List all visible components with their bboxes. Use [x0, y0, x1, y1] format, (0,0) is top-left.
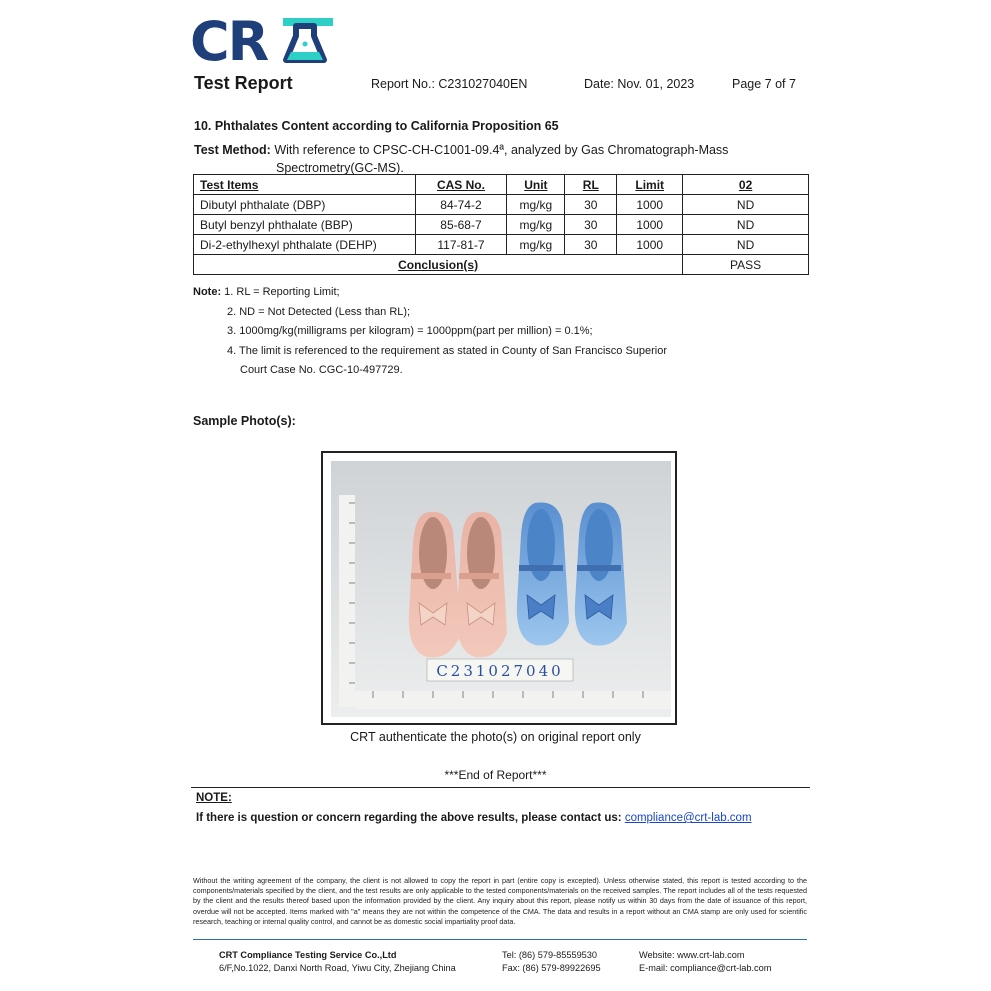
cell-unit: mg/kg: [507, 235, 565, 255]
footer-phone-block: [502, 949, 601, 975]
report-title: Test Report: [194, 73, 293, 93]
photo-caption: CRT authenticate the photo(s) on original report only: [350, 730, 641, 744]
table-row: [194, 195, 809, 215]
page-number: Page 7 of 7: [732, 77, 796, 91]
cell-cas-no: 84-74-2: [415, 195, 507, 215]
cell-limit: 1000: [617, 195, 683, 215]
header-sample-02: 02: [683, 175, 809, 195]
conclusion-value: PASS: [683, 255, 809, 275]
footer-web-block: [639, 949, 771, 975]
test-method-text-1: With reference to CPSC-CH-C1001-09.4ª, analyzed by Gas Chromatograph-Mass: [270, 143, 729, 157]
header-unit: Unit: [507, 175, 565, 195]
table-row: [194, 235, 809, 255]
test-method: [194, 141, 794, 177]
note-4-cont: Court Case No. CGC-10-497729.: [240, 364, 403, 376]
note-2: 2. ND = Not Detected (Less than RL);: [227, 305, 411, 318]
disclaimer: Without the writing agreement of the company, the client is not allowed to copy the report in part (entire copy is excepted). Unless otherwise stated, this report is tested according to the components/materials specified by the client, and the test results are only applicable to the tested components/materials on the received samples. The report includes all of the tests requested by the client and the results thereof based upon the information provided by the client. Any inquiry about this report, please notify us within 30 days from the date of issuance of this report, overdue will not be accepted. Items marked with "a" means they are not within the competence of the CMA. The data and results in a report without an CMA stamp are only used for scientific research, teaching or internal quality control, and cannot be as domestic social impartiality proof data.: [193, 876, 807, 926]
cell-rl: 30: [565, 215, 617, 235]
footer-email: E-mail: compliance@crt-lab.com: [639, 963, 772, 973]
contact-email-link[interactable]: compliance@crt-lab.com: [624, 812, 752, 824]
end-of-report: ***End of Report***: [444, 768, 547, 782]
test-method-label: Test Method:: [194, 143, 271, 157]
sample-photo: [321, 451, 677, 725]
results-table: [193, 174, 809, 275]
footer-address: 6/F,No.1022, Danxi North Road, Yiwu City, Zhejiang China: [219, 963, 456, 973]
cell-unit: mg/kg: [507, 215, 565, 235]
cell-result: ND: [683, 195, 809, 215]
cell-test-item: Dibutyl phthalate (DBP): [194, 195, 416, 215]
footer-company: CRT Compliance Testing Service Co.,Ltd: [219, 950, 397, 960]
cell-result: ND: [683, 215, 809, 235]
contact-note: [196, 812, 752, 824]
sample-label: C231027040: [436, 662, 564, 680]
cell-cas-no: 85-68-7: [415, 215, 507, 235]
conclusion-row: [194, 255, 809, 275]
footer-divider: [193, 939, 807, 940]
header-cas-no: CAS No.: [415, 175, 507, 195]
notes-label: Note:: [193, 286, 222, 298]
cell-result: ND: [683, 235, 809, 255]
contact-note-heading: NOTE:: [196, 792, 232, 804]
report-number: Report No.: C231027040EN: [371, 77, 528, 91]
table-header-row: [194, 175, 809, 195]
section-title: 10. Phthalates Content according to California Proposition 65: [194, 119, 559, 133]
header-test-items: Test Items: [194, 175, 416, 195]
cell-cas-no: 117-81-7: [415, 235, 507, 255]
divider: [191, 787, 810, 788]
cell-rl: 30: [565, 235, 617, 255]
cell-test-item: Di-2-ethylhexyl phthalate (DEHP): [194, 235, 416, 255]
cell-limit: 1000: [617, 215, 683, 235]
notes: [193, 283, 667, 381]
footer-company-block: [219, 949, 456, 975]
footer-tel: Tel: (86) 579-85559530: [502, 950, 598, 960]
test-method-text-2: Spectrometry(GC-MS).: [276, 161, 404, 175]
sample-photo-title: Sample Photo(s):: [193, 414, 296, 428]
report-date: Date: Nov. 01, 2023: [584, 77, 695, 91]
note-3: 3. 1000mg/kg(milligrams per kilogram) = 1000ppm(part per million) = 0.1%;: [227, 325, 593, 337]
footer-fax: Fax: (86) 579-89922695: [502, 963, 601, 973]
svg-text:CR: CR: [190, 14, 268, 66]
table-row: [194, 215, 809, 235]
note-4: 4. The limit is referenced to the requirement as stated in County of San Francisco Superior: [227, 344, 668, 357]
contact-note-text: If there is question or concern regarding the above results, please contact us:: [196, 812, 625, 824]
cell-rl: 30: [565, 195, 617, 215]
cell-limit: 1000: [617, 235, 683, 255]
crt-logo: [190, 14, 336, 66]
cell-unit: mg/kg: [507, 195, 565, 215]
footer-website: Website: www.crt-lab.com: [639, 950, 745, 960]
header-rl: RL: [565, 175, 617, 195]
note-1: 1. RL = Reporting Limit;: [221, 286, 340, 298]
header-limit: Limit: [617, 175, 683, 195]
cell-test-item: Butyl benzyl phthalate (BBP): [194, 215, 416, 235]
conclusion-label: Conclusion(s): [194, 255, 683, 275]
